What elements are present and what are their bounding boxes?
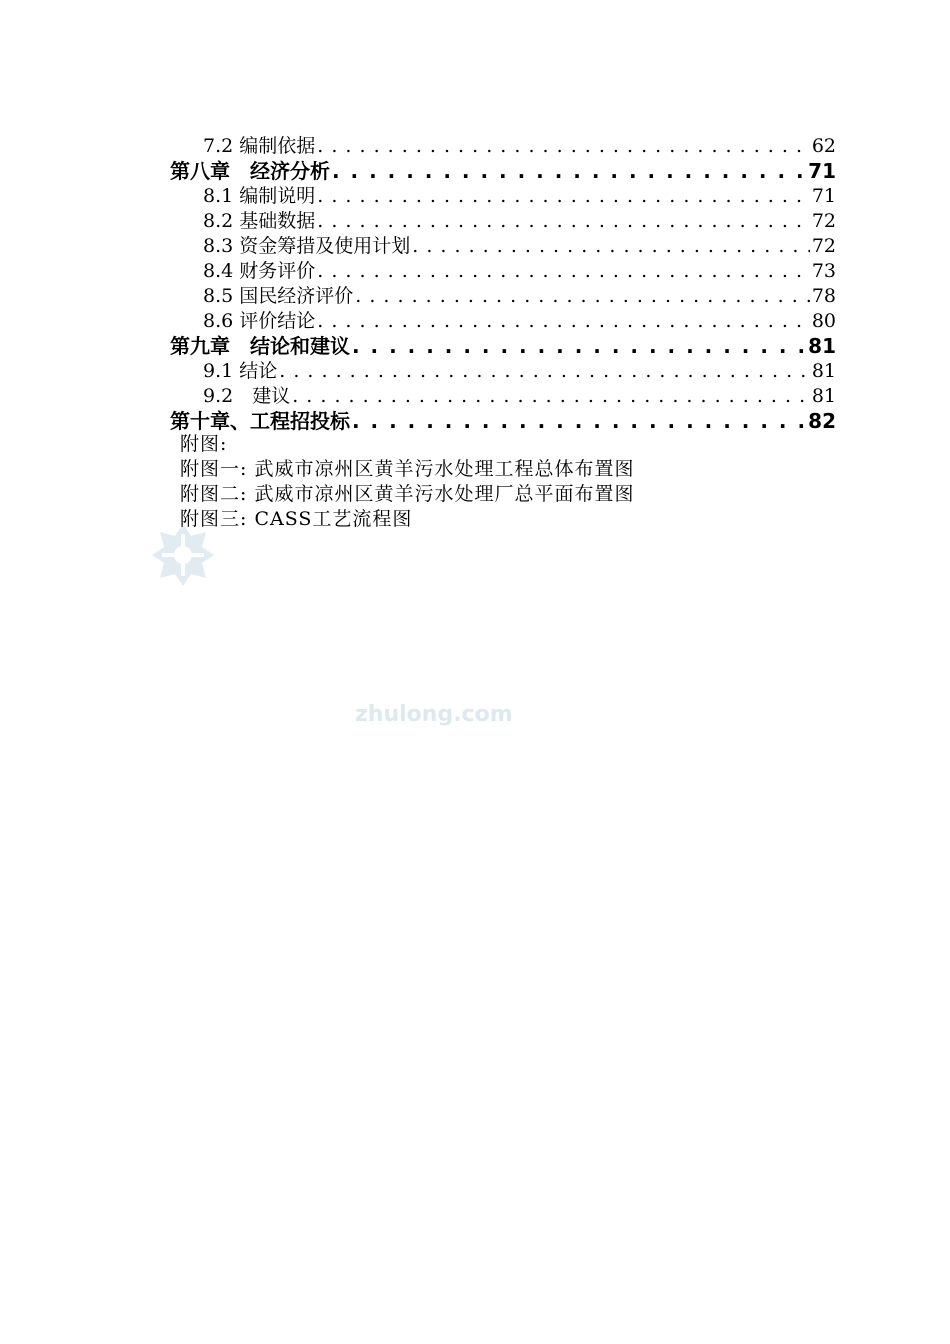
toc-page-number: 71	[811, 185, 836, 207]
toc-page-number: 81	[811, 360, 836, 382]
appendix-item[interactable]: 附图二: 武威市凉州区黄羊污水处理厂总平面布置图	[180, 483, 635, 505]
toc-chapter-8[interactable]	[170, 159, 836, 184]
appendix-list	[180, 432, 634, 532]
toc-page-number: 81	[808, 334, 836, 358]
toc-dot-leader	[317, 184, 810, 209]
toc-entry-8-1[interactable]	[170, 184, 836, 209]
toc-entry-title: 7.2 编制依据	[203, 135, 316, 157]
toc-entry-title: 9.2 建议	[203, 385, 291, 407]
toc-page-number: 78	[811, 285, 836, 307]
toc-entry-9-1[interactable]	[170, 359, 836, 384]
toc-page-number: 72	[811, 235, 836, 257]
toc-entry-title: 第八章 经济分析	[170, 159, 330, 183]
toc-entry-title: 8.3 资金筹措及使用计划	[203, 235, 411, 257]
toc-entry-9-2[interactable]	[170, 384, 836, 409]
toc-page-number: 82	[808, 409, 836, 433]
appendix-item[interactable]: 附图三: CASS工艺流程图	[180, 508, 413, 530]
toc-page-number: 73	[811, 260, 836, 282]
toc-dot-leader	[355, 284, 810, 309]
toc-entry-8-2[interactable]	[170, 209, 836, 234]
toc-entry-title: 8.5 国民经济评价	[203, 285, 354, 307]
watermark-logo-icon	[150, 522, 216, 588]
table-of-contents	[170, 134, 836, 434]
toc-dot-leader	[317, 259, 810, 284]
toc-page-number: 71	[808, 159, 836, 183]
toc-chapter-10[interactable]	[170, 409, 836, 434]
toc-page-number: 62	[811, 135, 836, 157]
toc-page-number: 80	[811, 310, 836, 332]
toc-dot-leader	[352, 334, 806, 359]
toc-entry-title: 第十章、工程招投标	[170, 409, 350, 433]
toc-entry-title: 8.6 评价结论	[203, 310, 316, 332]
toc-dot-leader	[317, 134, 810, 159]
toc-entry-title: 8.2 基础数据	[203, 210, 316, 232]
toc-entry-title: 9.1 结论	[203, 360, 278, 382]
toc-dot-leader	[317, 209, 810, 234]
toc-entry-8-4[interactable]	[170, 259, 836, 284]
toc-entry-7-2[interactable]	[170, 134, 836, 159]
toc-entry-8-3[interactable]	[170, 234, 836, 259]
toc-dot-leader	[279, 359, 810, 384]
toc-entry-title: 第九章 结论和建议	[170, 334, 350, 358]
toc-dot-leader	[352, 409, 806, 434]
toc-page-number: 72	[811, 210, 836, 232]
toc-entry-title: 8.1 编制说明	[203, 185, 316, 207]
appendix-item[interactable]: 附图一: 武威市凉州区黄羊污水处理工程总体布置图	[180, 458, 635, 480]
toc-entry-8-5[interactable]	[170, 284, 836, 309]
toc-page-number: 81	[811, 385, 836, 407]
watermark-text: zhulong.com	[355, 702, 513, 727]
toc-dot-leader	[412, 234, 810, 259]
toc-dot-leader	[317, 309, 810, 334]
appendix-heading: 附图:	[180, 433, 228, 455]
toc-dot-leader	[292, 384, 810, 409]
toc-entry-8-6[interactable]	[170, 309, 836, 334]
toc-dot-leader	[332, 159, 806, 184]
toc-chapter-9[interactable]	[170, 334, 836, 359]
toc-entry-title: 8.4 财务评价	[203, 260, 316, 282]
